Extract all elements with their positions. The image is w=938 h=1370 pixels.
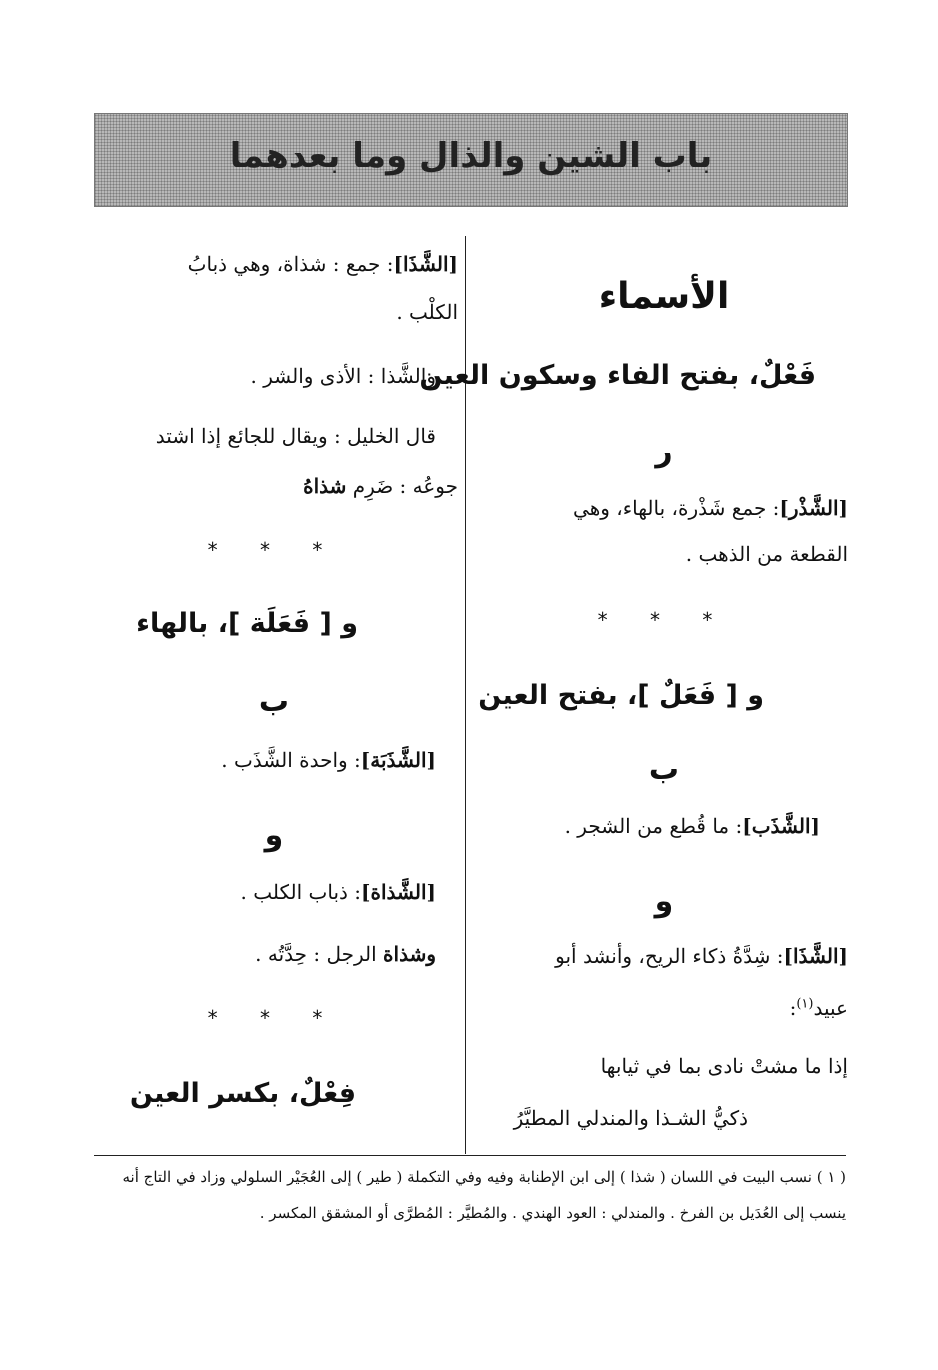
separator-stars: * * * (597, 608, 731, 632)
entry-text: : جمع شَذْرة، بالهاء، وهي (573, 496, 780, 520)
footnote-rule (94, 1155, 846, 1156)
entry-text: : ما قُطع من الشجر . (564, 814, 743, 838)
letter-heading-r: ر (655, 434, 673, 469)
pattern-prefix: و [ (725, 680, 764, 711)
pattern-heading-2 (478, 680, 764, 711)
entry-shadhr-line-2: القطعة من الذهب . (685, 542, 848, 566)
entry-3-line-1: قال الخليل : ويقال للجائع إذا اشتد (155, 424, 436, 448)
pattern-word: فَعَلٌ (659, 680, 717, 711)
entry-text: : ذباب الكلب . (240, 880, 362, 904)
entry-shadhab (565, 814, 820, 838)
entry-headword: [الشَّذاة] (361, 880, 436, 904)
entry-shadha-line-2 (790, 996, 848, 1020)
pattern-suffix: ]، بفتح العين (478, 680, 650, 711)
entry-1-line-2: الكلْب . (396, 300, 458, 324)
entry-headword: [الشَّذَب] (742, 814, 820, 838)
letter-heading-b: ب (648, 752, 680, 787)
entry-text: عبيد (813, 996, 848, 1020)
entry-bold: شذاهُ (303, 474, 347, 498)
letter-heading-w: و (654, 884, 674, 919)
entry-text: : واحدة الشَّذَب . (221, 748, 361, 772)
entry-shadhr-line-1 (573, 496, 848, 520)
letter-heading-w: و (264, 818, 284, 853)
pattern-heading-4: فِعْلٌ، بكسر العين (129, 1078, 356, 1109)
footnote-line-1: ( ١ ) نسب البيت في اللسان ( شذا ) إلى ابن الإطنابة وفيه وفي التكملة ( طير ) إلى العُجَيْر السلولي وزاد في التاج أنه (122, 1168, 846, 1186)
section-title: الأسماء (598, 276, 730, 317)
entry-headword: [الشَّذَا] (393, 252, 458, 276)
entry-headword: [الشَّذْر] (779, 496, 848, 520)
pattern-suffix: ]، بالهاء (136, 608, 241, 639)
entry-shadha-line-1 (555, 944, 848, 968)
footnote-marker: (١) (796, 996, 814, 1012)
entry-text: : جمع : شذاة، وهي ذبابُ (187, 252, 394, 276)
pattern-word: فَعَلَة (249, 608, 311, 639)
verse-line-1: إذا ما مشتْ نادى بما في ثيابها (600, 1054, 848, 1078)
entry-headword: [الشَّذَبَة] (360, 748, 436, 772)
chapter-title: باب الشين والذال وما بعدهما (229, 136, 713, 176)
separator-stars: * * * (207, 1006, 341, 1030)
footnote-line-2: ينسب إلى العُدَيل بن الفرخ . والمندلي : العود الهندي . والمُطيَّر : المُطرَّى أو المشقق المكسر . (259, 1204, 846, 1222)
entry-headword: [الشَّذَا] (783, 944, 848, 968)
entry-2: والشَّذا : الأذى والشر . (250, 364, 436, 388)
entry-4 (221, 748, 436, 772)
entry-1-line-1 (188, 252, 458, 276)
pattern-prefix: و [ (319, 608, 358, 639)
pattern-heading-1: فَعْلٌ، بفتح الفاء وسكون العين (419, 360, 816, 391)
entry-6 (255, 942, 436, 966)
verse-line-2: ذكيُّ الشـذا والمندلي المطيَّرُ (513, 1106, 748, 1130)
entry-3-line-2 (303, 474, 458, 498)
entry-text: : (789, 996, 797, 1020)
entry-text: الرجل : حِدَّتُه . (255, 942, 377, 966)
entry-bold: وشذاة (383, 942, 436, 966)
entry-text: جوعُه : ضَرِم (352, 474, 458, 498)
separator-stars: * * * (207, 538, 341, 562)
pattern-heading-3 (136, 608, 358, 639)
entry-5 (241, 880, 436, 904)
entry-text: : شِدَّةُ ذكاء الريح، وأنشد أبو (555, 944, 784, 968)
chapter-banner (94, 113, 848, 207)
letter-heading-b: ب (258, 684, 290, 719)
